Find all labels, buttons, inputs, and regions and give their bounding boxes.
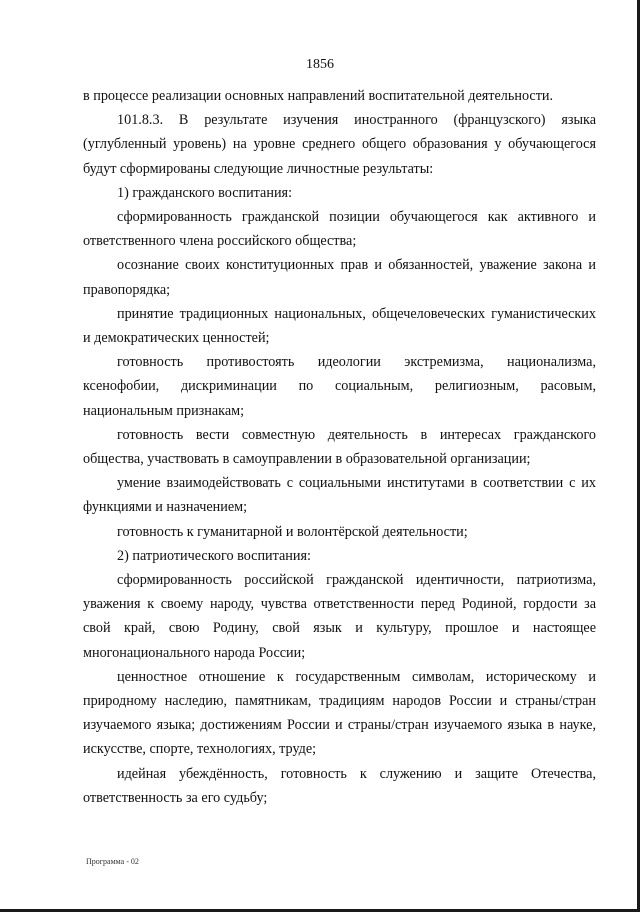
paragraph-state-symbols: ценностное отношение к государственным символам, историческому и природному наследию, памятникам, традициям народов России и страны/стран изучаемого языка; достижениям России и страны/стран изучаемого языка в науке, искусстве, спорте, технологиях, труде; bbox=[83, 668, 596, 758]
paragraph-civic-position: сформированность гражданской позиции обучающегося как активного и ответственного члена российского общества; bbox=[83, 209, 596, 250]
paragraph-continuation: в процессе реализации основных направлений воспитательной деятельности. bbox=[83, 88, 554, 104]
paragraph-social-institutions: умение взаимодействовать с социальными институтами в соответствии с их функциями и назначением; bbox=[83, 475, 596, 516]
paragraph-civic-heading: 1) гражданского воспитания: bbox=[117, 184, 293, 201]
document-body bbox=[83, 84, 596, 810]
paragraph-constitutional-rights: осознание своих конституционных прав и обязанностей, уважение закона и правопорядка; bbox=[83, 257, 596, 298]
paragraph-patriotic-heading: 2) патриотического воспитания: bbox=[117, 547, 311, 564]
paragraph-joint-activity: готовность вести совместную деятельность в интересах гражданского общества, участвовать в самоуправлении в образовательной организации; bbox=[83, 426, 596, 468]
paragraph-democratic-values: принятие традиционных национальных, общечеловеческих гуманистических и демократических ценностей; bbox=[83, 305, 596, 347]
paragraph-russian-identity: сформированность российской гражданской идентичности, патриотизма, уважения к своему народу, чувства ответственности перед Родиной, гордости за свой край, свою Родину, свой язык и культуру, прошлое и настоящее многонационального народа России; bbox=[83, 572, 596, 661]
paragraph-counter-extremism: готовность противостоять идеологии экстремизма, национализма, ксенофобии, дискриминации по социальным, религиозным, расовым, национальным признакам; bbox=[83, 354, 596, 419]
page-number: 1856 bbox=[306, 57, 334, 72]
paragraph-volunteering: готовность к гуманитарной и волонтёрской деятельности; bbox=[117, 523, 468, 540]
paragraph-section-101-8-3: 101.8.3. В результате изучения иностранного (французского) языка (углубленный уровень) на уровне среднего общего образования у обучающегося будут сформированы следующие личностные результаты: bbox=[83, 112, 596, 177]
footer-program-label: Программа - 02 bbox=[86, 857, 139, 866]
paragraph-fatherland-service: идейная убеждённость, готовность к служению и защите Отечества, ответственность за его судьбу; bbox=[83, 765, 596, 806]
